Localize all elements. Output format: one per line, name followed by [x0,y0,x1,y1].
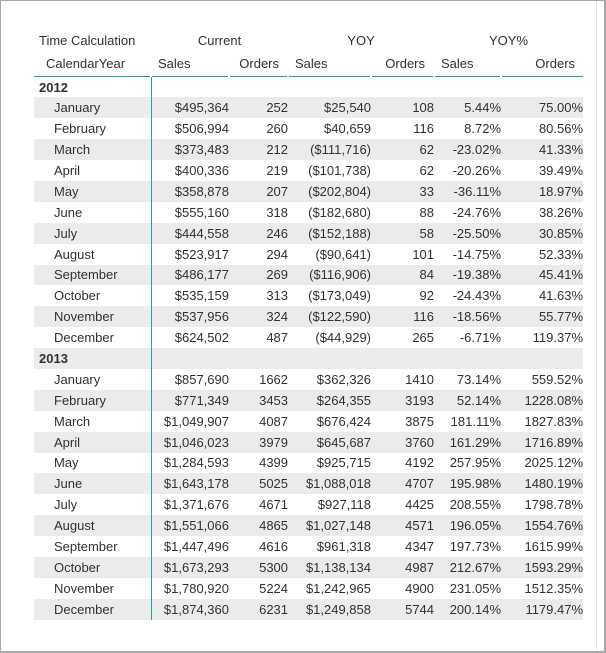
cell-yoy-pct-orders[interactable]: 75.00% [538,100,584,116]
cell-current-sales[interactable]: $555,160 [151,202,229,223]
cell-current-orders[interactable]: 4865 [259,518,289,534]
column-header-yoy-pct-orders[interactable]: Orders [501,51,583,77]
cell-current-orders[interactable]: 487 [266,330,289,346]
cell-yoy-pct-orders[interactable]: 41.63% [538,288,584,304]
matrix-body [34,77,583,620]
cell-current-sales[interactable]: $771,349 [151,390,229,411]
cell-yoy-orders[interactable]: 3760 [405,434,435,450]
row-header-month[interactable]: January [54,100,101,116]
cell-yoy-pct-sales[interactable]: 52.14% [456,392,502,408]
cell-yoy-pct-sales[interactable]: 195.98% [449,476,502,492]
cell-yoy-pct-orders[interactable]: 30.85% [538,225,584,241]
cell-yoy-orders[interactable]: 4425 [405,497,435,513]
cell-yoy-sales[interactable]: $40,659 [324,121,372,137]
cell-yoy-pct-sales[interactable]: -20.26% [452,163,502,178]
cell-yoy-pct-orders[interactable]: 39.49% [538,163,584,178]
cell-yoy-sales[interactable]: ($111,716) [310,142,372,158]
cell-yoy-orders[interactable]: 108 [412,100,435,116]
cell-current-sales[interactable]: $495,364 [151,97,229,118]
cell-yoy-orders[interactable]: 33 [419,183,435,199]
column-header-yoy-sales[interactable]: Sales [288,51,371,77]
cell-yoy-sales[interactable]: $1,138,134 [305,559,372,575]
cell-yoy-pct-sales[interactable]: -36.11% [453,183,502,199]
cell-yoy-sales[interactable]: $1,249,858 [305,601,372,617]
cell-current-orders[interactable]: 1662 [259,371,289,387]
cell-current-orders[interactable]: 5025 [259,476,289,492]
visual-right-edge [596,1,597,651]
year-row-empty-cell [229,77,288,98]
year-row-empty-cell [151,77,229,98]
cell-current-orders[interactable]: 3453 [259,392,289,408]
cell-yoy-pct-sales[interactable]: 73.14% [456,371,502,387]
cell-yoy-pct-sales[interactable]: 257.95% [449,455,502,471]
cell-yoy-pct-sales[interactable]: -18.56% [452,309,502,325]
cell-yoy-pct-orders[interactable]: 1798.78% [524,497,584,513]
cell-yoy-orders[interactable]: 101 [412,246,435,262]
cell-yoy-pct-orders[interactable]: 1554.76% [524,518,584,534]
cell-yoy-sales[interactable]: $961,318 [316,539,372,555]
column-group-yoy: YOY [347,32,375,48]
year-row-empty-cell [434,348,501,369]
cell-yoy-orders[interactable]: 116 [413,309,435,325]
cell-yoy-sales[interactable]: $1,027,148 [305,518,372,534]
row-header-month[interactable]: July [54,225,78,241]
cell-current-sales[interactable]: $537,956 [151,306,229,327]
cell-yoy-pct-sales[interactable]: -6.71% [459,330,502,346]
cell-yoy-sales[interactable]: ($44,929) [315,330,372,346]
cell-yoy-sales[interactable]: ($182,680) [308,204,372,220]
year-row-empty-cell [501,77,583,98]
row-header-month[interactable]: September [54,539,118,555]
table-row [34,181,583,202]
cell-yoy-pct-sales[interactable]: 5.44% [464,100,502,116]
row-header-month[interactable]: March [54,142,91,158]
cell-current-orders[interactable]: 207 [266,183,289,199]
table-row [34,578,583,599]
cell-current-orders[interactable]: 269 [266,267,289,283]
cell-current-orders[interactable]: 294 [266,246,289,262]
cell-yoy-pct-orders[interactable]: 1480.19% [524,476,584,492]
table-row [34,432,583,453]
cell-current-orders[interactable]: 3979 [259,434,289,450]
cell-current-sales[interactable]: $535,159 [151,285,229,306]
cell-current-orders[interactable]: 4616 [259,539,289,555]
cell-current-sales[interactable]: $1,049,907 [151,411,229,432]
cell-yoy-sales[interactable]: $927,118 [317,497,372,513]
cell-current-sales[interactable]: $1,780,920 [151,578,229,599]
cell-yoy-orders[interactable]: 1410 [405,371,435,387]
row-header-month[interactable]: May [54,455,79,471]
cell-yoy-pct-sales[interactable]: -23.02% [452,142,502,158]
table-row [34,265,583,286]
column-header-current-sales[interactable]: Sales [151,51,229,77]
row-header-month[interactable]: May [54,183,79,199]
cell-yoy-orders[interactable]: 88 [419,204,435,220]
cell-yoy-pct-sales[interactable]: 196.05% [449,518,502,534]
row-header-month[interactable]: September [54,267,118,283]
column-group-yoy-pct: YOY% [489,32,529,48]
year-row-empty-cell [371,77,434,98]
cell-yoy-pct-sales[interactable]: 200.14% [449,601,502,617]
table-row [34,473,583,494]
cell-yoy-pct-orders[interactable]: 119.37% [532,330,584,346]
cell-yoy-orders[interactable]: 58 [419,225,435,241]
cell-yoy-sales[interactable]: $264,355 [316,392,372,408]
row-header-month[interactable]: June [54,204,83,220]
column-group-current: Current [197,32,242,48]
cell-yoy-sales[interactable]: $645,687 [316,434,372,450]
cell-current-sales[interactable]: $373,483 [151,139,229,160]
cell-yoy-orders[interactable]: 4900 [405,580,435,596]
cell-yoy-pct-sales[interactable]: -19.38% [452,267,502,283]
cell-yoy-orders[interactable]: 4707 [405,476,435,492]
cell-yoy-orders[interactable]: 4192 [405,455,435,471]
column-header-yoy-orders[interactable]: Orders [371,51,434,77]
table-row [34,599,583,620]
year-row [34,77,583,98]
row-header-month[interactable]: December [54,330,114,346]
row-header-month[interactable]: June [54,476,83,492]
cell-current-orders[interactable]: 4399 [259,455,289,471]
year-row-header[interactable]: 2013 [39,351,68,367]
cell-current-sales[interactable]: $486,177 [151,265,229,286]
cell-current-sales[interactable]: $444,558 [151,223,229,244]
row-header-month[interactable]: October [54,288,101,304]
year-row-header[interactable]: 2012 [39,79,68,95]
cell-yoy-pct-orders[interactable]: 45.41% [538,267,584,283]
row-header-month[interactable]: August [54,246,95,262]
table-row [34,369,583,390]
cell-yoy-sales[interactable]: ($116,906) [309,267,372,283]
cell-yoy-sales[interactable]: $676,424 [316,413,372,429]
table-row [34,202,583,223]
cell-yoy-sales[interactable]: $1,088,018 [305,476,372,492]
table-row [34,139,583,160]
cell-yoy-orders[interactable]: 62 [419,142,435,158]
cell-yoy-orders[interactable]: 62 [419,163,435,178]
row-header-month[interactable]: April [54,434,81,450]
cell-yoy-orders[interactable]: 3875 [405,413,435,429]
row-header-month[interactable]: January [54,371,101,387]
cell-yoy-orders[interactable]: 4987 [405,559,435,575]
row-group-title: CalendarYear [34,51,151,77]
cell-yoy-pct-orders[interactable]: 80.56% [538,121,584,137]
year-row-empty-cell [501,348,583,369]
table-row [34,160,583,181]
year-row-empty-cell [288,77,371,98]
cell-yoy-orders[interactable]: 5744 [405,601,435,617]
cell-yoy-pct-orders[interactable]: 55.77% [538,309,584,325]
table-row [34,557,583,578]
cell-yoy-sales[interactable]: ($122,590) [308,309,372,325]
cell-yoy-orders[interactable]: 92 [419,288,435,304]
cell-yoy-pct-sales[interactable]: 208.55% [449,497,502,513]
cell-yoy-sales[interactable]: $362,326 [316,371,372,387]
cell-yoy-pct-orders[interactable]: 1827.83% [524,413,584,429]
cell-yoy-sales[interactable]: $1,242,965 [305,580,372,596]
cell-yoy-sales[interactable]: $925,715 [316,455,372,471]
column-group-title: Time Calculation [39,32,136,48]
year-row-empty-cell [151,348,229,369]
row-header-month[interactable]: February [54,121,107,137]
cell-yoy-pct-orders[interactable]: 41.33% [538,142,584,158]
cell-current-sales[interactable]: $1,284,593 [151,453,229,474]
matrix-table [34,29,583,620]
table-row [34,97,583,118]
row-header-month[interactable]: December [54,601,114,617]
cell-yoy-pct-sales[interactable]: -14.75% [452,246,502,262]
cell-yoy-sales[interactable]: ($152,188) [308,225,372,241]
cell-yoy-orders[interactable]: 265 [412,330,435,346]
cell-current-orders[interactable]: 4087 [259,413,289,429]
table-row [34,411,583,432]
year-row-empty-cell [288,348,371,369]
cell-current-orders[interactable]: 318 [266,204,289,220]
table-row [34,306,583,327]
cell-current-orders[interactable]: 260 [266,121,289,137]
cell-yoy-orders[interactable]: 4571 [405,518,435,534]
row-header-month[interactable]: February [54,392,107,408]
year-row-empty-cell [229,348,288,369]
column-header-yoy-pct-sales[interactable]: Sales [434,51,501,77]
cell-yoy-pct-orders[interactable]: 1615.99% [524,539,584,555]
cell-current-orders[interactable]: 5300 [259,559,289,575]
cell-yoy-sales[interactable]: $25,540 [324,100,372,116]
cell-current-sales[interactable]: $506,994 [151,118,229,139]
cell-current-orders[interactable]: 212 [266,142,289,158]
cell-yoy-pct-orders[interactable]: 1179.47% [525,601,584,617]
cell-yoy-pct-orders[interactable]: 1593.29% [524,559,584,575]
cell-current-sales[interactable]: $358,878 [151,181,229,202]
table-row [34,285,583,306]
table-row [34,223,583,244]
cell-yoy-pct-orders[interactable]: 38.26% [538,204,584,220]
row-header-month[interactable]: August [54,518,95,534]
cell-yoy-pct-orders[interactable]: 1512.35% [524,580,584,596]
cell-current-orders[interactable]: 219 [266,163,289,178]
row-header-month[interactable]: October [54,559,101,575]
cell-yoy-orders[interactable]: 84 [419,267,435,283]
cell-yoy-sales[interactable]: ($90,641) [315,246,372,262]
cell-yoy-pct-sales[interactable]: -24.76% [452,204,502,220]
cell-current-orders[interactable]: 324 [266,309,289,325]
cell-current-orders[interactable]: 5224 [259,580,289,596]
table-row [34,494,583,515]
column-header-row [34,51,583,77]
cell-yoy-pct-sales[interactable]: 197.73% [449,539,502,555]
cell-current-sales[interactable]: $1,551,066 [151,515,229,536]
cell-yoy-pct-sales[interactable]: -24.43% [452,288,502,304]
table-row [34,390,583,411]
cell-yoy-pct-orders[interactable]: 559.52% [531,371,584,387]
row-header-month[interactable]: July [54,497,78,513]
cell-yoy-sales[interactable]: ($173,049) [308,288,372,304]
cell-yoy-orders[interactable]: 116 [413,121,435,137]
column-header-current-orders[interactable]: Orders [229,51,288,77]
cell-yoy-pct-sales[interactable]: 231.05% [449,580,502,596]
cell-current-sales[interactable]: $1,643,178 [151,473,229,494]
table-row [34,453,583,474]
cell-current-sales[interactable]: $1,673,293 [151,557,229,578]
cell-current-orders[interactable]: 6231 [259,601,289,617]
table-row [34,536,583,557]
cell-current-sales[interactable]: $523,917 [151,244,229,265]
table-row [34,327,583,348]
cell-yoy-orders[interactable]: 4347 [405,539,435,555]
table-row [34,244,583,265]
cell-yoy-pct-sales[interactable]: 8.72% [464,121,502,137]
table-row [34,118,583,139]
cell-yoy-sales[interactable]: ($101,738) [308,163,372,178]
cell-yoy-orders[interactable]: 3193 [405,392,435,408]
cell-yoy-pct-sales[interactable]: 161.29% [449,434,502,450]
cell-yoy-sales[interactable]: ($202,804) [308,183,372,199]
cell-yoy-pct-sales[interactable]: 212.67% [449,559,502,575]
row-header-month[interactable]: April [54,163,81,178]
row-header-month[interactable]: March [54,413,91,429]
cell-yoy-pct-orders[interactable]: 2025.12% [524,455,584,471]
cell-current-orders[interactable]: 313 [266,288,289,304]
cell-yoy-pct-orders[interactable]: 1716.89% [524,434,584,450]
cell-current-sales[interactable]: $857,690 [151,369,229,390]
cell-current-orders[interactable]: 4671 [259,497,289,513]
cell-current-sales[interactable]: $1,874,360 [151,599,229,620]
cell-current-orders[interactable]: 246 [266,225,289,241]
cell-current-sales[interactable]: $624,502 [151,327,229,348]
cell-yoy-pct-sales[interactable]: -25.50% [452,225,502,241]
cell-yoy-pct-orders[interactable]: 18.97% [538,183,584,199]
year-row [34,348,583,369]
cell-current-sales[interactable]: $400,336 [151,160,229,181]
table-row [34,515,583,536]
cell-yoy-pct-orders[interactable]: 52.33% [538,246,584,262]
cell-current-sales[interactable]: $1,046,023 [151,432,229,453]
column-group-header-row [34,29,583,51]
year-row-empty-cell [371,348,434,369]
row-header-month[interactable]: November [54,309,114,325]
cell-current-orders[interactable]: 252 [266,100,289,116]
cell-yoy-pct-sales[interactable]: 181.11% [450,413,502,429]
row-header-month[interactable]: November [54,580,114,596]
year-row-empty-cell [434,77,501,98]
cell-current-sales[interactable]: $1,447,496 [151,536,229,557]
cell-yoy-pct-orders[interactable]: 1228.08% [524,392,584,408]
cell-current-sales[interactable]: $1,371,676 [151,494,229,515]
